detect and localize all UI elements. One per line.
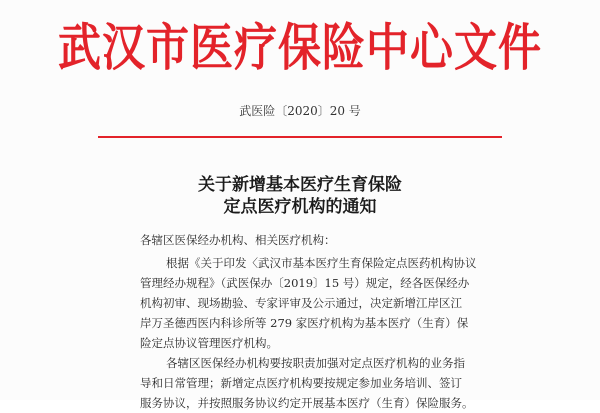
- body-line: 根据《关于印发〈武汉市基本医疗生育保险定点医药机构协议: [166, 256, 477, 270]
- issuer-heading: 武汉市医疗保险中心文件: [58, 18, 542, 78]
- body-line: 机构初审、现场勘验、专家评审及公示通过，决定新增江岸区江: [140, 296, 462, 310]
- salutation: 各辖区医保经办机构、相关医疗机构：: [140, 233, 336, 247]
- notice-title-line-2: 定点医疗机构的通知: [223, 197, 377, 217]
- body-line: 管理经办规程》（武医保办〔2019〕15 号）规定，经各医保经办: [140, 276, 470, 290]
- body-line: 服务协议，并按照服务协议约定开展基本医疗（生育）保险服务。: [140, 396, 474, 410]
- red-divider-line: [98, 136, 502, 138]
- notice-title-line-1: 关于新增基本医疗生育保险: [198, 175, 402, 195]
- body-line: 各辖区医保经办机构要按职责加强对定点医疗机构的业务指: [166, 356, 465, 370]
- body-line: 导和日常管理；新增定点医疗机构要按规定参加业务培训、签订: [140, 376, 462, 390]
- document-number: 武医险〔2020〕20 号: [239, 104, 361, 118]
- body-line: 险定点协议管理医疗机构。: [140, 336, 278, 350]
- body-line: 岸万圣德西医内科诊所等 279 家医疗机构为基本医疗（生育）保: [140, 316, 469, 330]
